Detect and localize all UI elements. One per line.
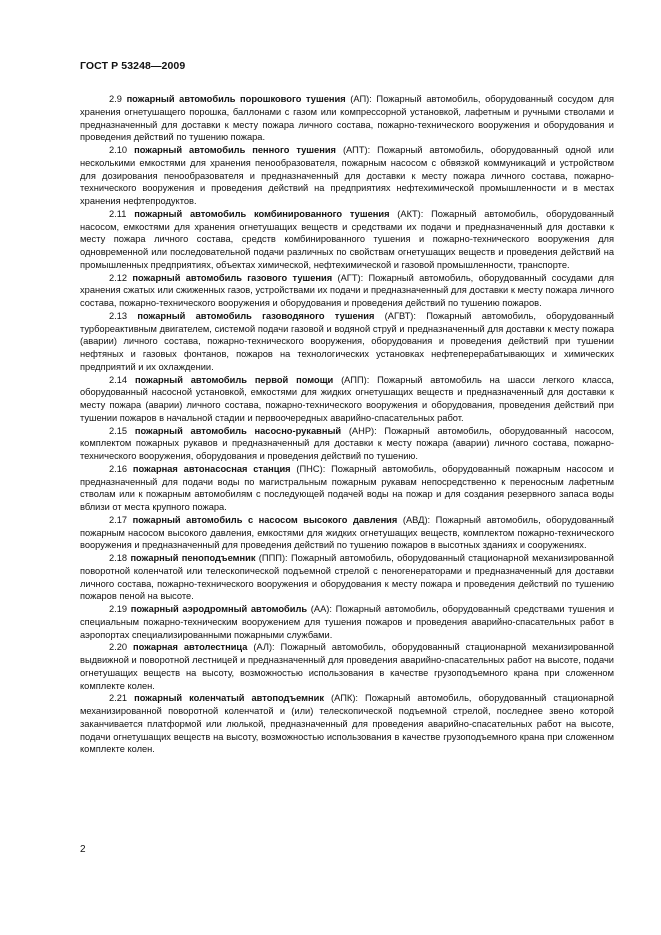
term: пожарный автомобиль пенного тушения xyxy=(134,145,336,155)
definition-text: (АГВТ): Пожарный автомобиль, оборудованный турбореактивным двигателем, системой подачи газовой и водяной струй и предназначенный для доставки к месту пожара (аварии) личного состава, пожарно-технического вооружения, оборудования и проведения действий при тушении нефтяных и газовых фонтанов, пожаров на технологических установках нефтеперерабатывающих и химических предприятий и их охлаждении. xyxy=(80,310,614,372)
definition-text: (АНР): Пожарный автомобиль, оборудованный насосом, комплектом пожарных рукавов и предназначенный для доставки к месту пожара (аварии) личного состава, пожарно-технического вооружения, оборудования и проведения действий по тушению. xyxy=(80,425,614,461)
definition-paragraph xyxy=(80,93,614,144)
definition-text: (АГТ): Пожарный автомобиль, оборудованный сосудами для хранения сжатых или сжиженных газов, устройствами их подачи и предназначенный для доставки к месту пожара личного состава, пожарно-технического вооружения и оборудования и проведения действий по тушению пожаров. xyxy=(80,272,614,308)
clause-number: 2.19 xyxy=(109,604,128,614)
definition-paragraph xyxy=(80,603,614,641)
term: пожарный коленчатый автоподъемник xyxy=(134,693,325,704)
definition-paragraph xyxy=(80,463,614,514)
definition-paragraph xyxy=(80,641,614,692)
term: пожарная автолестница xyxy=(133,642,248,653)
term: пожарный автомобиль насосно-рукавный xyxy=(134,425,342,436)
definition-paragraph xyxy=(80,310,614,374)
clause-number: 2.11 xyxy=(109,208,127,219)
term: пожарный пеноподъемник xyxy=(130,553,256,563)
clause-number: 2.15 xyxy=(109,425,128,436)
definition-text: (ППП): Пожарный автомобиль, оборудованный стационарной механизированной поворотной коленчатой или телескопической подъемной стрелой с пеногенераторами и предназначенный для доставки личного состава, пожарно-технического вооружения и оборудования к месту пожара и проведения действий по тушению пожаров пеной на высоте. xyxy=(80,553,614,602)
clause-number: 2.16 xyxy=(109,463,128,474)
page-number: 2 xyxy=(80,844,86,855)
term: пожарный аэродромный автомобиль xyxy=(130,604,308,614)
definition-text: (АПТ): Пожарный автомобиль, оборудованный одной или несколькими емкостями для хранения пенообразователя, пожарным насосом с обвязкой коммуникаций и устройством для дозирования пенообразователя и предназначенный для доставки к месту пожара личного состава, пожарно-технического вооружения и проведения действий на предприятиях нефтехимической промышленности и в местах хранения нефтепродуктов. xyxy=(80,145,614,206)
definition-paragraph xyxy=(80,514,614,552)
clause-number: 2.20 xyxy=(109,642,128,653)
definition-text: (ПНС): Пожарный автомобиль, оборудованный пожарным насосом и предназначенный для подачи воды по магистральным пожарным рукавам непосредственно к переносным лафетным стволам или к пожарным автомобилям с последующей подачей воды на пожар и для создания резервного запаса воды вблизи от места крупного пожара. xyxy=(80,463,614,512)
clause-number: 2.10 xyxy=(109,145,128,155)
definition-paragraph xyxy=(80,272,614,310)
definition-text: (АЛ): Пожарный автомобиль, оборудованный стационарной механизированной выдвижной и поворотной лестницей и предназначенный для проведения аварийно-спасательных работ на высоте, подачи огнетушащих веществ на высоту, возможностью использования в качестве грузоподъемного крана при сложенном комплекте колен. xyxy=(80,642,614,691)
definition-text: (АКТ): Пожарный автомобиль, оборудованный насосом, емкостями для хранения огнетушащих веществ и средствами их подачи и предназначенный для доставки к месту пожара личного состава, средств комбинированного тушения и пожарно-технического вооружения для одновременной или последовательной подачи различных по свойствам огнетушащих веществ и проведения действий на промышленных предприятиях, объектах химической, нефтехимической и газовой промышленности, транспорте. xyxy=(80,208,614,270)
definition-text: (АВД): Пожарный автомобиль, оборудованный пожарным насосом высокого давления, емкостями для жидких огнетушащих веществ, комплектом пожарно-технического вооружения и предназначенный для проведения действий по тушению пожаров в высотных зданиях и сооружениях. xyxy=(80,514,614,551)
definition-paragraph xyxy=(80,425,614,463)
term: пожарная автонасосная станция xyxy=(132,463,291,474)
definition-paragraph xyxy=(80,374,614,425)
clause-number: 2.13 xyxy=(109,310,128,321)
clause-number: 2.9 xyxy=(109,94,122,104)
definition-text: (АПП): Пожарный автомобиль на шасси легкого класса, оборудованный насосной установкой, емкостями для жидких огнетушащих веществ и предназначенный для доставки к месту пожара (аварии) личного состава, пожарно-технического вооружения и оборудования, проведения действий при тушении пожаров в начальной стадии и первоочередных аварийно-спасательных работ. xyxy=(80,374,615,423)
definition-paragraph xyxy=(80,144,614,208)
clause-number: 2.18 xyxy=(109,553,128,563)
definition-text: (АПК): Пожарный автомобиль, оборудованный стационарной механизированной поворотной коленчатой и (или) телескопической подъемной стрелой, последнее звено которой заканчивается платформой или люлькой, предназначенный для проведения аварийно-спасательных работ на высоте, подачи огнетушащих веществ на высоту, возможностью использования в качестве грузоподъемного крана при сложенном комплекте колен. xyxy=(80,693,615,755)
document-body xyxy=(80,93,614,756)
term: пожарный автомобиль газового тушения xyxy=(132,272,333,283)
clause-number: 2.12 xyxy=(109,272,128,283)
term: пожарный автомобиль с насосом высокого давления xyxy=(132,514,398,525)
term: пожарный автомобиль комбинированного тушения xyxy=(134,208,390,219)
clause-number: 2.17 xyxy=(109,514,128,525)
definition-paragraph xyxy=(80,208,614,272)
clause-number: 2.21 xyxy=(109,693,128,704)
definition-paragraph xyxy=(80,692,614,756)
term: пожарный автомобиль газоводяного тушения xyxy=(137,310,375,321)
definition-text: (АА): Пожарный автомобиль, оборудованный средствами тушения и специальным пожарно-техническим вооружением для тушения пожаров и проведения аварийно-спасательных работ в аэропортах специализированными пожарными службами. xyxy=(80,604,615,640)
definition-paragraph xyxy=(80,552,614,603)
document-header: ГОСТ Р 53248—2009 xyxy=(80,60,186,72)
term: пожарный автомобиль первой помощи xyxy=(134,374,334,385)
term: пожарный автомобиль порошкового тушения xyxy=(126,94,346,104)
definition-text: (АП): Пожарный автомобиль, оборудованный сосудом для хранения огнетушащего порошка, баллонами с газом или компрессорной установкой, лафетным и ручными стволами и предназначенный для доставки к месту пожара личного состава, пожарно-технического вооружения и оборудования и проведения действий по тушению пожара. xyxy=(80,94,614,143)
clause-number: 2.14 xyxy=(109,374,128,385)
